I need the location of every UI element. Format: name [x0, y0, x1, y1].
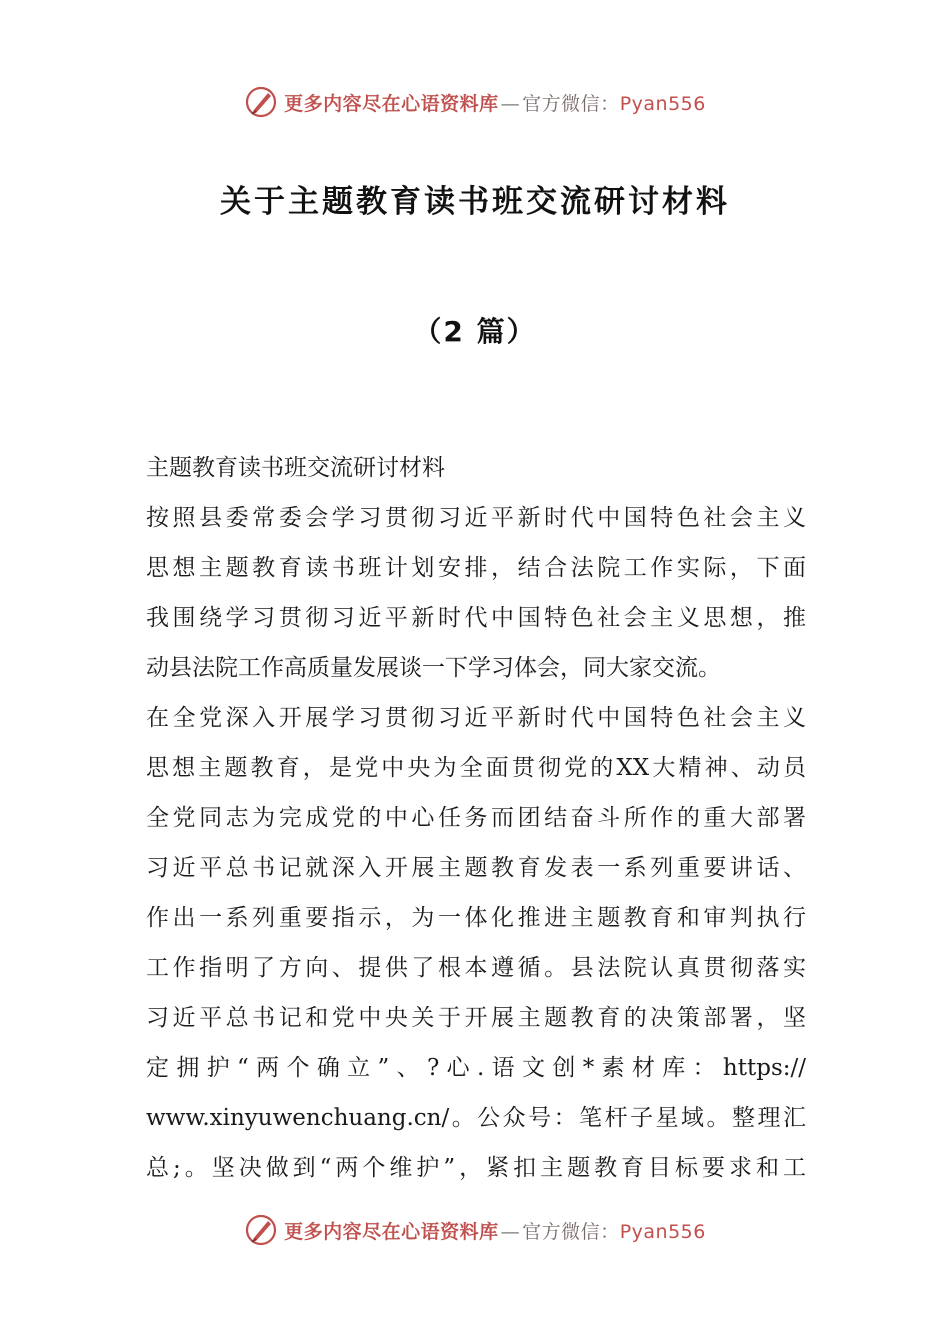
body-line: 动县法院工作高质量发展谈一下学习体会，同大家交流。: [146, 655, 721, 681]
document-subtitle: （2 篇）: [413, 315, 537, 348]
body-line: 思想主题教育读书班计划安排，结合法院工作实际，下面: [146, 555, 806, 581]
body-line: 作出一系列重要指示，为一体化推进主题教育和审判执行: [146, 905, 806, 931]
body-line: www.xinyuwenchuang.cn/。公众号：笔杆子星域。整理汇: [146, 1105, 806, 1131]
banner-label: 更多内容尽在心语资料库: [284, 92, 499, 115]
body-line: 全党同志为完成党的中心任务而团结奋斗所作的重大部署: [146, 805, 806, 831]
body-line: 工作指明了方向、提供了根本遵循。县法院认真贯彻落实: [146, 955, 806, 981]
body-line: 习近平总书记和党中央关于开展主题教育的决策部署，坚: [146, 1005, 806, 1031]
wechat-label: 官方微信：: [522, 1220, 620, 1243]
body-line: 我围绕学习贯彻习近平新时代中国特色社会主义思想，推: [146, 605, 806, 631]
banner-label: 更多内容尽在心语资料库: [284, 1220, 499, 1243]
body-line: 习近平总书记就深入开展主题教育发表一系列重要讲话、: [146, 855, 806, 881]
body-line: 在全党深入开展学习贯彻习近平新时代中国特色社会主义: [146, 705, 806, 731]
document-title: 关于主题教育读书班交流研讨材料: [220, 184, 730, 220]
document-body: [146, 443, 806, 1193]
header-banner: [0, 82, 950, 122]
body-line: 思想主题教育，是党中央为全面贯彻党的XX大精神、动员: [146, 755, 806, 781]
wechat-id: Pyan556: [619, 92, 706, 115]
banner-separator: —: [500, 92, 521, 115]
quill-logo-icon: [244, 85, 278, 119]
quill-logo-icon: [244, 1213, 278, 1247]
section-heading: 主题教育读书班交流研讨材料: [146, 455, 445, 481]
wechat-id: Pyan556: [619, 1220, 706, 1243]
banner-text: [284, 89, 706, 116]
body-line: 按照县委常委会学习贯彻习近平新时代中国特色社会主义: [146, 505, 806, 531]
banner-text: [284, 1217, 706, 1244]
wechat-label: 官方微信：: [522, 92, 620, 115]
footer-banner: [0, 1210, 950, 1250]
banner-separator: —: [500, 1220, 521, 1243]
body-line: 定拥护“两个确立”、?心.语文创*素材库：https://: [146, 1055, 806, 1081]
body-line: 总;。坚决做到“两个维护”，紧扣主题教育目标要求和工: [146, 1155, 806, 1181]
